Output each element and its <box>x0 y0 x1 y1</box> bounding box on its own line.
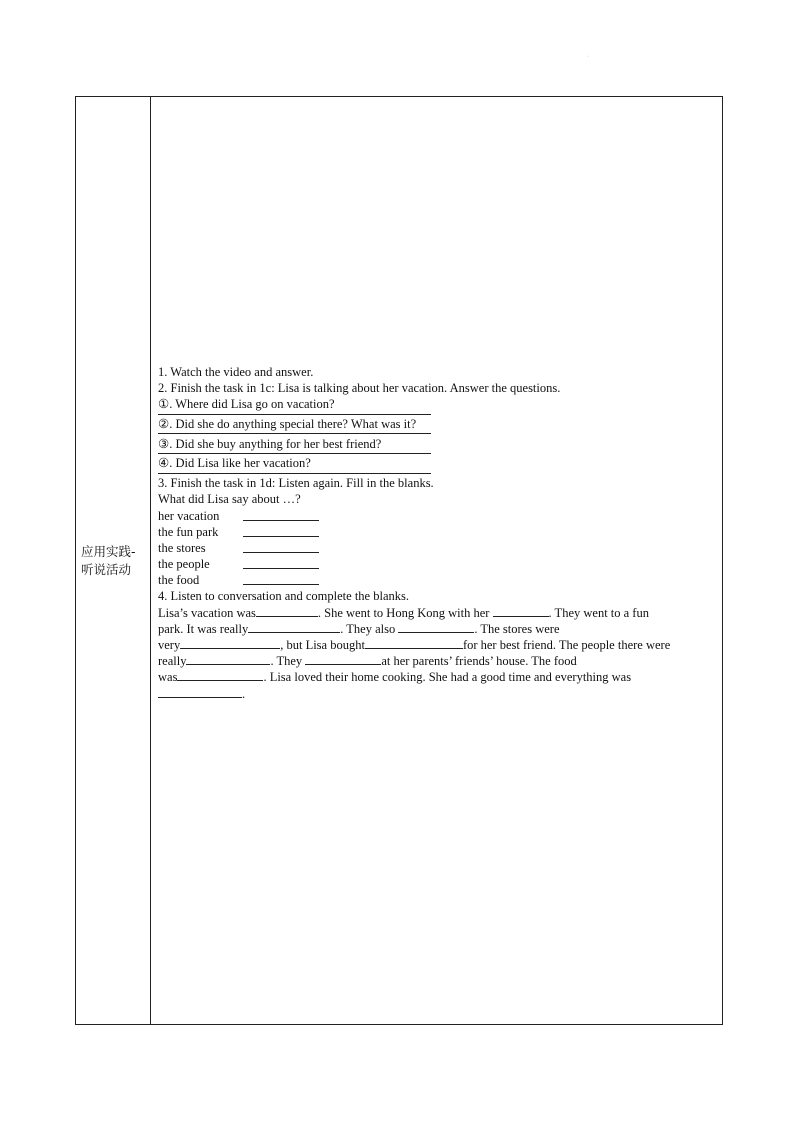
cloze-blank[interactable] <box>398 620 474 633</box>
question-3: ③. Did she buy anything for her best friend? <box>158 436 382 451</box>
fill-blank[interactable] <box>243 572 319 585</box>
section-label-line2: 听说活动 <box>81 562 132 577</box>
cloze-text: park. It was really <box>158 621 249 636</box>
cloze-text: . She went to Hong Kong with her <box>317 605 493 620</box>
fill-row <box>158 556 714 572</box>
cloze-blank[interactable] <box>177 668 263 681</box>
task-4: 4. Listen to conversation and complete the blanks. <box>158 588 409 603</box>
task-2: 2. Finish the task in 1c: Lisa is talking about her vacation. Answer the questions. <box>158 381 561 396</box>
section-label-cell <box>81 543 149 579</box>
cloze-blank[interactable] <box>493 604 549 617</box>
lesson-table <box>75 96 723 1025</box>
fill-topic: the people <box>158 556 210 571</box>
cloze-text: for her best friend. The people there were <box>462 638 671 653</box>
cloze-text: . <box>242 686 246 701</box>
cloze-text: . The stores were <box>474 621 560 636</box>
fill-row <box>158 524 714 540</box>
cloze-blank[interactable] <box>256 604 318 617</box>
fill-blank[interactable] <box>243 556 319 569</box>
cloze-text: . They also <box>340 621 399 636</box>
cloze-text: . They went to a fun <box>548 605 649 620</box>
page-corner-mark: · <box>587 54 589 60</box>
fill-topic: the stores <box>158 540 206 555</box>
fill-row <box>158 508 714 524</box>
cloze-text: . Lisa loved their home cooking. She had a good time and everything was <box>263 670 632 685</box>
section-label-line1: 应用实践- <box>81 544 136 559</box>
cloze-blank[interactable] <box>158 685 242 698</box>
fill-topic: her vacation <box>158 508 220 523</box>
cloze-text: Lisa’s vacation was <box>158 605 256 620</box>
cloze-blank[interactable] <box>305 652 381 665</box>
cloze-text: really <box>158 654 187 669</box>
cloze-text: was <box>158 670 178 685</box>
question-1: ①. Where did Lisa go on vacation? <box>158 397 335 412</box>
task-3-prompt: What did Lisa say about …? <box>158 492 301 507</box>
fill-blank[interactable] <box>243 540 319 553</box>
fill-topic: the fun park <box>158 524 219 539</box>
fill-blank[interactable] <box>243 524 319 537</box>
content-cell <box>158 364 714 701</box>
cloze-blank[interactable] <box>186 652 270 665</box>
question-2: ②. Did she do anything special there? What was it? <box>158 417 417 432</box>
task-3: 3. Finish the task in 1d: Listen again. Fill in the blanks. <box>158 476 434 491</box>
cloze-text: very <box>158 638 181 653</box>
task-1: 1. Watch the video and answer. <box>158 365 314 379</box>
cloze-text: at her parents’ friends’ house. The food <box>381 654 577 669</box>
cloze-blank[interactable] <box>248 620 340 633</box>
question-4: ④. Did Lisa like her vacation? <box>158 456 311 471</box>
cloze-paragraph <box>158 604 714 701</box>
fill-row <box>158 572 714 588</box>
cloze-blank[interactable] <box>365 636 463 649</box>
cloze-blank[interactable] <box>180 636 280 649</box>
fill-topic: the food <box>158 572 200 587</box>
fill-row <box>158 540 714 556</box>
cloze-text: . They <box>270 654 306 669</box>
column-divider <box>150 97 151 1024</box>
fill-blank[interactable] <box>243 508 319 521</box>
cloze-text: , but Lisa bought <box>280 638 365 653</box>
